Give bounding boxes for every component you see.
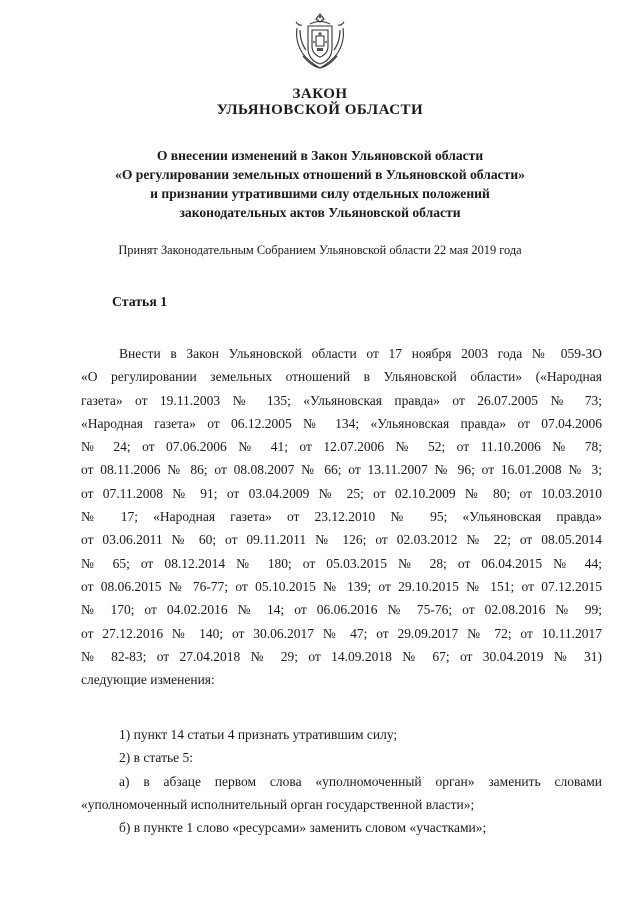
law-title: ЗАКОН [292,86,348,102]
article-paragraph [81,342,602,691]
paragraph-line: от 08.06.2015 № 76-77; от 05.10.2015 № 139; от 29.10.2015 № 151; от 07.12.2015 [81,578,602,594]
paragraph-line: № 170; от 04.02.2016 № 14; от 06.06.2016 № 75-76; от 02.08.2016 № 99; [81,602,602,618]
subtitle-line: «О регулировании земельных отношений в Ульяновской области» [115,167,525,182]
law-subtitle [70,146,570,222]
paragraph-line: от 03.06.2011 № 60; от 09.11.2011 № 126; от 02.03.2012 № 22; от 08.05.2014 [81,532,602,548]
paragraph-line: «Народная газета» от 06.12.2005 № 134; «Ульяновская правда» от 07.04.2006 [81,415,602,431]
adoption-note: Принят Законодательным Собранием Ульяновской области 22 мая 2019 года [118,243,522,257]
region-title: УЛЬЯНОВСКОЙ ОБЛАСТИ [216,102,424,118]
amendment-items [81,723,602,839]
amendment-item: 1) пункт 14 статьи 4 признать утратившим силу; [119,727,398,742]
amendment-item: «уполномоченный исполнительный орган государственной власти»; [81,796,475,812]
coat-of-arms-emblem [293,12,347,72]
amendment-item: 2) в статье 5: [119,750,193,766]
paragraph-line: № 65; от 08.12.2014 № 180; от 05.03.2015 № 28; от 06.04.2015 № 44; [81,555,602,571]
paragraph-line: газета» от 19.11.2003 № 135; «Ульяновская правда» от 26.07.2005 № 73; [81,392,602,408]
paragraph-line: от 07.11.2008 № 91; от 03.04.2009 № 25; от 02.10.2009 № 80; от 10.03.2010 [81,485,602,501]
paragraph-line: № 24; от 07.06.2006 № 41; от 12.07.2006 № 52; от 11.10.2006 № 78; [81,439,602,455]
subtitle-line: законодательных актов Ульяновской области [179,205,461,220]
paragraph-line: Внести в Закон Ульяновской области от 17 ноября 2003 года № 059-ЗО [119,346,602,361]
paragraph-line: № 82-83; от 27.04.2018 № 29; от 14.09.2018 № 67; от 30.04.2019 № 31) [81,648,602,664]
paragraph-line: от 08.11.2006 № 86; от 08.08.2007 № 66; от 13.11.2007 № 96; от 16.01.2008 № 3; [81,462,602,478]
paragraph-line: от 27.12.2016 № 140; от 30.06.2017 № 47; от 29.09.2017 № 72; от 10.11.2017 [81,625,602,641]
paragraph-line: «О регулировании земельных отношений в Ульяновской области» («Народная [81,369,602,385]
amendment-item: а) в абзаце первом слова «уполномоченный орган» заменить словами [119,773,602,789]
paragraph-line: № 17; «Народная газета» от 23.12.2010 № 95; «Ульяновская правда» [81,509,602,525]
coat-of-arms-icon [293,12,347,72]
subtitle-line: О внесении изменений в Закон Ульяновской области [156,148,484,163]
paragraph-line: следующие изменения: [81,672,215,688]
article-heading: Статья 1 [112,294,168,309]
amendment-item: б) в пункте 1 слово «ресурсами» заменить словом «участками»; [119,820,487,836]
subtitle-line: и признании утратившими силу отдельных положений [150,186,490,201]
